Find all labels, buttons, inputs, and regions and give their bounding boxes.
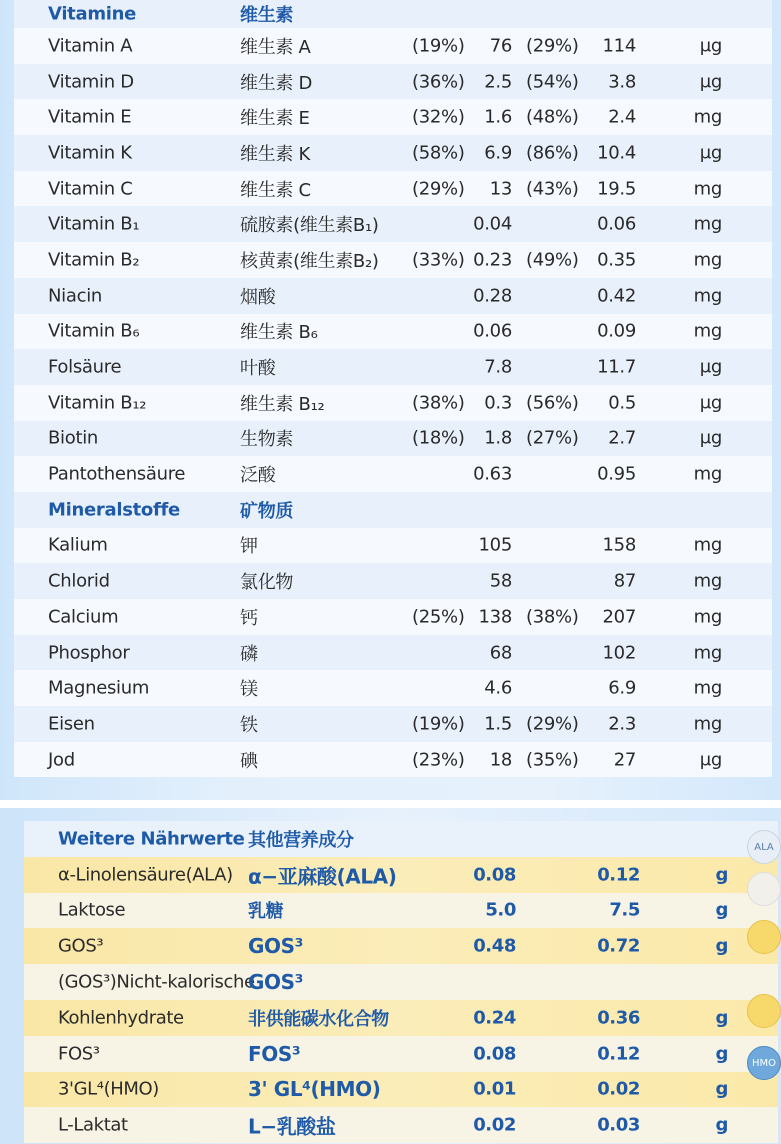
unit: mg xyxy=(693,713,722,735)
value-per-100ml: 18 xyxy=(489,749,512,771)
nutrient-name-de: Vitamin A xyxy=(48,35,133,57)
nutrient-name-de: Pantothensäure xyxy=(48,463,186,485)
value-per-100ml: 2.5 xyxy=(484,71,512,93)
nutrient-name-de: Kohlenhydrate xyxy=(58,1007,184,1029)
value-per-100ml: 7.8 xyxy=(484,356,512,378)
value-per-100kcal: 0.36 xyxy=(597,1007,640,1029)
nutrient-name-zh: 生物素 xyxy=(240,429,294,451)
unit: g xyxy=(715,864,728,886)
unit: mg xyxy=(693,677,722,699)
nutrient-name-zh: L−乳酸盐 xyxy=(248,1114,336,1139)
value-per-100kcal: 158 xyxy=(602,534,636,556)
value-per-100ml: 0.04 xyxy=(473,213,512,235)
nutrient-name-zh: GOS³ xyxy=(248,934,303,959)
value-per-100kcal: 0.72 xyxy=(597,935,640,957)
table-row xyxy=(14,528,772,564)
value-per-100kcal: 2.3 xyxy=(608,713,636,735)
section-divider xyxy=(0,800,781,808)
nutrient-name-zh: 维生素 B₆ xyxy=(240,322,318,344)
nutrient-name-de: (GOS³)Nicht-kalorische xyxy=(58,971,255,993)
value-per-100ml: 0.3 xyxy=(484,392,512,414)
table-row xyxy=(14,99,772,135)
unit: g xyxy=(715,935,728,957)
unit: mg xyxy=(693,570,722,592)
value-per-100ml: 0.23 xyxy=(473,249,512,271)
value-per-100kcal: 0.02 xyxy=(597,1078,640,1100)
value-per-100ml: 0.08 xyxy=(473,1043,516,1065)
value-per-100ml: 105 xyxy=(478,534,512,556)
value-per-100kcal: 2.7 xyxy=(608,427,636,449)
nutrient-name-zh: 维生素 K xyxy=(240,143,311,165)
nutrient-name-de: α-Linolensäure(ALA) xyxy=(58,864,233,886)
table-row xyxy=(14,278,772,314)
unit: g xyxy=(715,899,728,921)
nutrient-name-de: Vitamin B₆ xyxy=(48,320,140,342)
value-per-100kcal: 2.4 xyxy=(608,106,636,128)
percent-per-100ml: (25%) xyxy=(412,606,465,628)
value-per-100kcal: 10.4 xyxy=(597,142,636,164)
value-per-100ml: 1.6 xyxy=(484,106,512,128)
unit: g xyxy=(715,1043,728,1065)
value-per-100ml: 1.8 xyxy=(484,427,512,449)
ala-badge-icon: ALA xyxy=(747,830,781,864)
nutrient-name-zh: 钙 xyxy=(240,607,258,629)
unit: μg xyxy=(699,35,722,57)
minerals-header-row xyxy=(14,492,772,528)
value-per-100ml: 0.28 xyxy=(473,285,512,307)
table-row xyxy=(24,964,778,1000)
value-per-100kcal: 102 xyxy=(602,642,636,664)
unit: mg xyxy=(693,606,722,628)
gos-badge-icon xyxy=(747,920,781,954)
nutrient-name-zh: 非供能碳水化合物 xyxy=(248,1008,389,1030)
value-per-100kcal: 0.12 xyxy=(597,864,640,886)
table-row xyxy=(14,599,772,635)
percent-per-100kcal: (56%) xyxy=(526,392,579,414)
percent-per-100kcal: (29%) xyxy=(526,713,579,735)
percent-per-100kcal: (35%) xyxy=(526,749,579,771)
nutrient-name-de: Chlorid xyxy=(48,570,110,592)
value-per-100kcal: 207 xyxy=(602,606,636,628)
nutrient-name-de: Kalium xyxy=(48,534,108,556)
unit: mg xyxy=(693,463,722,485)
value-per-100ml: 0.48 xyxy=(473,935,516,957)
nutrient-name-zh: 硫胺素(维生素B₁) xyxy=(240,215,379,237)
nutrient-name-de: Vitamin D xyxy=(48,71,134,93)
table-row xyxy=(14,635,772,671)
value-per-100kcal: 0.5 xyxy=(608,392,636,414)
unit: mg xyxy=(693,320,722,342)
table-row xyxy=(14,742,772,778)
nutrient-name-zh: 核黄素(维生素B₂) xyxy=(240,250,379,272)
nutrient-name-de: Biotin xyxy=(48,427,99,449)
value-per-100ml: 68 xyxy=(489,642,512,664)
nutrient-name-zh: 维生素 D xyxy=(240,72,313,94)
percent-per-100ml: (32%) xyxy=(412,106,465,128)
nutrient-name-zh: 维生素 A xyxy=(240,36,311,58)
table-row xyxy=(24,928,778,964)
nutrient-name-de: Vitamin B₁₂ xyxy=(48,392,147,414)
table-row xyxy=(14,135,772,171)
unit: μg xyxy=(699,392,722,414)
value-per-100kcal: 7.5 xyxy=(609,899,640,921)
table-row xyxy=(14,242,772,278)
table-row xyxy=(14,385,772,421)
unit: μg xyxy=(699,749,722,771)
value-per-100kcal: 0.12 xyxy=(597,1043,640,1065)
unit: μg xyxy=(699,71,722,93)
unit: g xyxy=(715,1007,728,1029)
table-row xyxy=(14,563,772,599)
percent-per-100ml: (23%) xyxy=(412,749,465,771)
percent-per-100ml: (33%) xyxy=(412,249,465,271)
unit: mg xyxy=(693,213,722,235)
value-per-100ml: 76 xyxy=(489,35,512,57)
table-row xyxy=(14,28,772,64)
table-row xyxy=(14,421,772,457)
percent-per-100ml: (18%) xyxy=(412,427,465,449)
nutrient-name-de: L-Laktat xyxy=(58,1114,128,1136)
nutrient-name-zh: 氯化物 xyxy=(240,572,294,594)
nutrient-name-de: Jod xyxy=(48,749,75,771)
value-per-100kcal: 0.03 xyxy=(597,1114,640,1136)
nutrient-name-zh: FOS³ xyxy=(248,1041,301,1066)
nutrient-name-de: FOS³ xyxy=(58,1043,100,1065)
nutrient-name-zh: 碘 xyxy=(240,750,258,772)
unit: μg xyxy=(699,427,722,449)
value-per-100kcal: 114 xyxy=(602,35,636,57)
others-header-row xyxy=(24,821,778,857)
percent-per-100ml: (38%) xyxy=(412,392,465,414)
nutrient-name-de: Vitamin B₁ xyxy=(48,213,140,235)
table-row xyxy=(24,893,778,929)
nutrient-name-zh: 泛酸 xyxy=(240,465,276,487)
unit: μg xyxy=(699,356,722,378)
percent-per-100ml: (19%) xyxy=(412,35,465,57)
vitamins-header-zh: 维生素 xyxy=(240,5,294,26)
nutrient-name-zh: 镁 xyxy=(240,679,258,701)
value-per-100ml: 58 xyxy=(489,570,512,592)
value-per-100kcal: 87 xyxy=(613,570,636,592)
table-row xyxy=(24,1000,778,1036)
nutrient-name-de: Vitamin K xyxy=(48,142,132,164)
vitamins-header-de: Vitamine xyxy=(48,3,137,25)
value-per-100ml: 0.08 xyxy=(473,864,516,886)
nutrient-name-zh: 维生素 E xyxy=(240,108,310,130)
percent-per-100ml: (29%) xyxy=(412,178,465,200)
unit: g xyxy=(715,1078,728,1100)
fos-badge-icon xyxy=(747,994,781,1028)
value-per-100ml: 138 xyxy=(478,606,512,628)
nutrient-name-zh: 维生素 C xyxy=(240,179,311,201)
unit: mg xyxy=(693,106,722,128)
nutrient-name-de: Magnesium xyxy=(48,677,150,699)
nutrient-name-de: Vitamin C xyxy=(48,178,133,200)
unit: μg xyxy=(699,142,722,164)
value-per-100ml: 13 xyxy=(489,178,512,200)
table-row xyxy=(14,670,772,706)
unit: g xyxy=(715,1114,728,1136)
unit: mg xyxy=(693,285,722,307)
nutrient-name-zh: GOS³ xyxy=(248,970,303,995)
nutrient-name-zh: 烟酸 xyxy=(240,286,276,308)
percent-per-100kcal: (54%) xyxy=(526,71,579,93)
unit: mg xyxy=(693,178,722,200)
nutrient-name-de: 3'GL⁴(HMO) xyxy=(58,1078,159,1100)
minerals-header-de: Mineralstoffe xyxy=(48,499,180,521)
table-row xyxy=(24,857,778,893)
unit: mg xyxy=(693,534,722,556)
percent-per-100kcal: (29%) xyxy=(526,35,579,57)
vitamins-header-row xyxy=(14,0,772,28)
table-row xyxy=(14,456,772,492)
nutrient-name-zh: 叶酸 xyxy=(240,358,276,380)
table-row xyxy=(14,171,772,207)
value-per-100ml: 0.63 xyxy=(473,463,512,485)
percent-per-100ml: (36%) xyxy=(412,71,465,93)
nutrient-name-de: Vitamin E xyxy=(48,106,132,128)
percent-per-100ml: (19%) xyxy=(412,713,465,735)
value-per-100kcal: 0.42 xyxy=(597,285,636,307)
nutrition-table-lower xyxy=(24,821,778,1143)
unit: mg xyxy=(693,249,722,271)
nutrition-table-upper xyxy=(14,0,772,777)
nutrient-name-de: Phosphor xyxy=(48,642,130,664)
value-per-100kcal: 0.35 xyxy=(597,249,636,271)
percent-per-100ml: (58%) xyxy=(412,142,465,164)
value-per-100kcal: 0.09 xyxy=(597,320,636,342)
nutrient-name-zh: 铁 xyxy=(240,714,258,736)
value-per-100kcal: 11.7 xyxy=(597,356,636,378)
nutrient-name-zh: 钾 xyxy=(240,536,258,558)
table-row xyxy=(24,1072,778,1108)
nutrient-name-zh: 磷 xyxy=(240,643,258,665)
value-per-100kcal: 27 xyxy=(613,749,636,771)
value-per-100ml: 4.6 xyxy=(484,677,512,699)
value-per-100kcal: 3.8 xyxy=(608,71,636,93)
others-header-zh: 其他营养成分 xyxy=(248,829,354,851)
nutrient-name-de: Eisen xyxy=(48,713,95,735)
value-per-100kcal: 19.5 xyxy=(597,178,636,200)
value-per-100ml: 0.01 xyxy=(473,1078,516,1100)
value-per-100ml: 6.9 xyxy=(484,142,512,164)
nutrient-name-de: Calcium xyxy=(48,606,119,628)
table-row xyxy=(14,314,772,350)
percent-per-100kcal: (38%) xyxy=(526,606,579,628)
percent-per-100kcal: (49%) xyxy=(526,249,579,271)
percent-per-100kcal: (43%) xyxy=(526,178,579,200)
table-row xyxy=(14,64,772,100)
nutrient-name-de: Folsäure xyxy=(48,356,122,378)
percent-per-100kcal: (86%) xyxy=(526,142,579,164)
nutrient-name-de: GOS³ xyxy=(58,935,104,957)
table-row xyxy=(14,706,772,742)
nutrient-name-zh: α−亚麻酸(ALA) xyxy=(248,864,397,889)
other-nutrients-panel xyxy=(0,808,781,1144)
percent-per-100kcal: (27%) xyxy=(526,427,579,449)
value-per-100ml: 1.5 xyxy=(484,713,512,735)
value-per-100ml: 0.06 xyxy=(473,320,512,342)
value-per-100ml: 5.0 xyxy=(485,899,516,921)
nutrient-name-zh: 维生素 B₁₂ xyxy=(240,393,325,415)
table-row xyxy=(24,1107,778,1143)
nutrient-name-zh: 3' GL⁴(HMO) xyxy=(248,1077,381,1102)
value-per-100kcal: 0.06 xyxy=(597,213,636,235)
value-per-100ml: 0.02 xyxy=(473,1114,516,1136)
percent-per-100kcal: (48%) xyxy=(526,106,579,128)
table-row xyxy=(14,206,772,242)
others-header-de: Weitere Nährwerte xyxy=(58,828,245,850)
droplet-badge-icon xyxy=(747,872,781,906)
minerals-header-zh: 矿物质 xyxy=(240,500,294,522)
value-per-100ml: 0.24 xyxy=(473,1007,516,1029)
nutrient-name-de: Niacin xyxy=(48,285,103,307)
nutrient-name-de: Laktose xyxy=(58,899,126,921)
value-per-100kcal: 0.95 xyxy=(597,463,636,485)
unit: mg xyxy=(693,642,722,664)
table-row xyxy=(14,349,772,385)
nutrient-name-zh: 乳糖 xyxy=(248,901,284,923)
hmo-badge-icon: HMO xyxy=(747,1046,781,1080)
table-row xyxy=(24,1036,778,1072)
value-per-100kcal: 6.9 xyxy=(608,677,636,699)
nutrient-name-de: Vitamin B₂ xyxy=(48,249,140,271)
